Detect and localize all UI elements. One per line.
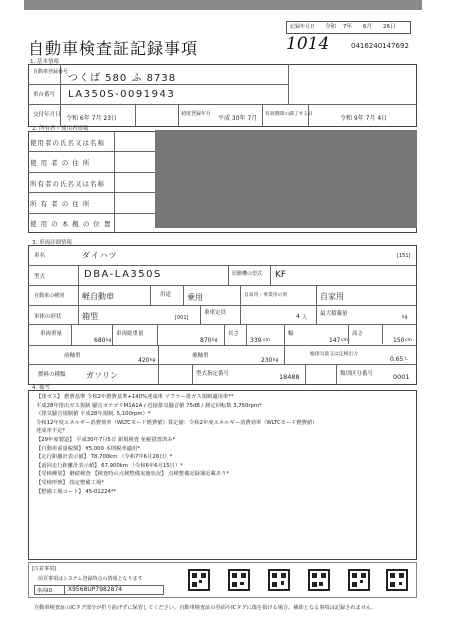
- use-value: 乗用: [187, 293, 203, 302]
- qr-code-icon: [188, 569, 210, 591]
- weight-unit: kg: [106, 338, 112, 343]
- height-value: 150: [393, 337, 405, 344]
- kind-label: 自動車の種別: [34, 293, 65, 299]
- displacement-unit: L: [405, 357, 408, 362]
- owner-name-label: 所有者の氏名又は名称: [30, 180, 105, 188]
- section-remarks-heading: 4. 備考: [32, 385, 50, 391]
- capacity-label: 乗車定員: [204, 310, 227, 316]
- reg-number-value: つくば 580 ふ 8738: [68, 73, 177, 84]
- remarks-line: 【排ガス】 燃費基準 令和2年燃費基準+140%達成車 マフラー排ガス規制適用車**: [36, 394, 234, 400]
- vehicle-id-label: 車両ID: [37, 588, 53, 594]
- remarks-text: [36, 393, 412, 496]
- expiry-value: 令和 9年 7月 4日: [340, 115, 388, 122]
- notes-line: 前頁事項はシステム登録時点の情報となります: [38, 576, 143, 582]
- base-location-label: 使 用 の 本 拠 の 位 置: [30, 220, 112, 228]
- gross-unit: kg: [212, 338, 218, 343]
- length-label: 長さ: [228, 331, 240, 337]
- height-unit: cm: [405, 338, 412, 343]
- rear-axle-value: 230: [261, 357, 273, 364]
- reg-number-label: 自動車登録番号: [33, 69, 69, 75]
- remarks-line: （排気騒音規制値 平成28年規制, 5,100rpm）*: [36, 411, 151, 418]
- purpose-label: 自家用・事業用の別: [244, 293, 288, 298]
- handwritten-number: 1014: [286, 34, 330, 54]
- first-reg-label: 初度登録年月: [181, 111, 212, 117]
- front-axle-value: 420: [138, 357, 150, 364]
- user-name-label: 使用者の氏名又は名称: [30, 139, 105, 147]
- fuel-label: 燃料の種類: [38, 372, 66, 378]
- record-date-box: [286, 21, 411, 34]
- remarks-line: 令和12年度エネルギー消費効率（WLTCモード燃費値）算定値：令和2年度エネルギー消費効率（WLTCモード燃費値）: [36, 419, 318, 426]
- shape-label: 車体の形状: [34, 314, 62, 320]
- remarks-line: 【29年度製造】 平成30年7月5日 新規検査 免税措置済み*: [36, 436, 176, 443]
- engine-value: KF: [275, 270, 287, 280]
- capacity-unit: 人: [302, 315, 308, 321]
- chassis-number-label: 車台番号: [33, 92, 56, 98]
- width-label: 幅: [288, 331, 294, 337]
- qr-code-icon: [308, 569, 330, 591]
- issue-date-label: 交付年月日: [33, 112, 61, 118]
- weight-value: 680: [94, 337, 106, 344]
- class-no-value: 0001: [393, 373, 410, 381]
- maxload-label: 最大積載量: [320, 311, 348, 317]
- shape-code: [001]: [175, 315, 189, 321]
- record-date-era: 令和: [325, 24, 337, 30]
- fuel-value: ガソリン: [86, 371, 118, 380]
- engine-label: 原動機の型式: [232, 271, 263, 277]
- model-label: 型式: [34, 274, 46, 280]
- rear-axle-label: 後軸重: [192, 353, 209, 359]
- remarks-line: 【走行距離計表示値】 78,700km （令和7年6月26日）*: [36, 454, 173, 461]
- redacted-owner-info: [155, 130, 417, 228]
- maker-value: ダイハツ: [82, 251, 118, 260]
- maker-code: [151]: [397, 253, 411, 259]
- purpose-value: 自家用: [320, 292, 344, 301]
- width-value: 147: [329, 337, 341, 344]
- capacity-value: 4: [296, 313, 300, 320]
- notes-heading: [注意事項]: [32, 566, 56, 572]
- length-value: 339: [250, 337, 262, 344]
- first-reg-value: 平成 30年 7月: [218, 115, 258, 122]
- qr-code-icon: [268, 569, 290, 591]
- remarks-line: 【自動車重量税額】 ¥5,000 本則税率適用*: [36, 445, 141, 452]
- displacement-value: 0.65: [390, 356, 404, 363]
- remarks-line: 【整備工場コード】 45-01224**: [36, 488, 117, 495]
- remarks-line: 平成28年排出ガス規制 騒音カテゴリM1A1A / 近接排気騒音値 75dB / 測定回転数 3,750rpm*: [36, 402, 262, 409]
- vehicle-id-value: X9568UP7982874: [68, 586, 123, 593]
- use-label: 用途: [160, 292, 172, 298]
- remarks-line: 【前回走行距離計表示値】 67,900km （令和6年6月15日）*: [36, 462, 183, 469]
- expiry-label: 有効期間の満了する日: [265, 112, 313, 117]
- record-date-year: 7年: [343, 24, 352, 30]
- length-unit: cm: [263, 338, 270, 343]
- model-value: DBA-LA350S: [84, 269, 162, 280]
- front-axle-unit: kg: [150, 358, 156, 363]
- kind-value: 軽自動車: [82, 292, 114, 301]
- owner-address-label: 所 有 者 の 住 所: [30, 200, 91, 208]
- document-number: 0416240147692: [351, 42, 409, 50]
- qr-code-icon: [228, 569, 250, 591]
- footer-notice: 自動車検査証のICタグ部分が折り曲げずに保管してください。自動車検査証の券面やICタグに傷を損ける場合、補助となる事項は記録されません。: [34, 605, 377, 611]
- record-date-label: 記録年月日: [290, 24, 316, 30]
- qr-code-icon: [386, 569, 408, 591]
- maker-label: 車名: [34, 253, 46, 259]
- section-basic-heading: 1. 基本情報: [30, 59, 59, 65]
- rear-axle-unit: kg: [273, 358, 279, 363]
- type-no-value: 18488: [279, 373, 300, 381]
- width-unit: cm: [341, 338, 348, 343]
- maxload-unit: kg: [402, 315, 408, 320]
- front-axle-label: 前軸重: [64, 353, 81, 359]
- gross-value: 870: [200, 337, 212, 344]
- record-date-month: 6月: [363, 24, 372, 30]
- shape-value: 箱型: [82, 312, 98, 321]
- height-label: 高さ: [352, 331, 364, 337]
- record-date-day: 26日: [383, 24, 396, 30]
- section-vehicle-heading: 3. 車両詳細情報: [32, 240, 72, 246]
- type-no-label: 型式指定番号: [196, 371, 230, 377]
- user-address-label: 使 用 者 の 住 所: [30, 159, 91, 167]
- remarks-line: 達成率不定*: [36, 428, 66, 435]
- remarks-line: 【受検種別】 継続検査 【検査時の点検整備実施状況】 点検整備記録簿記載あり*: [36, 471, 230, 478]
- qr-code-icon: [348, 569, 370, 591]
- issue-date-value: 令和 6年 7月 23日: [66, 115, 117, 122]
- displacement-label: 総排気量又は定格出力: [310, 352, 358, 357]
- class-no-label: 類別区分番号: [340, 371, 374, 377]
- chassis-number-value: LA350S-0091943: [68, 89, 176, 100]
- section-owner-heading: 2. 所有者・使用者情報: [32, 126, 89, 132]
- gross-label: 車両総重量: [116, 331, 144, 337]
- document-title: 自動車検査証記録事項: [28, 39, 199, 58]
- redaction-bar: [24, 0, 422, 10]
- remarks-line: 【受検形態】 指定整備工場*: [36, 479, 104, 486]
- weight-label: 車両重量: [40, 331, 63, 337]
